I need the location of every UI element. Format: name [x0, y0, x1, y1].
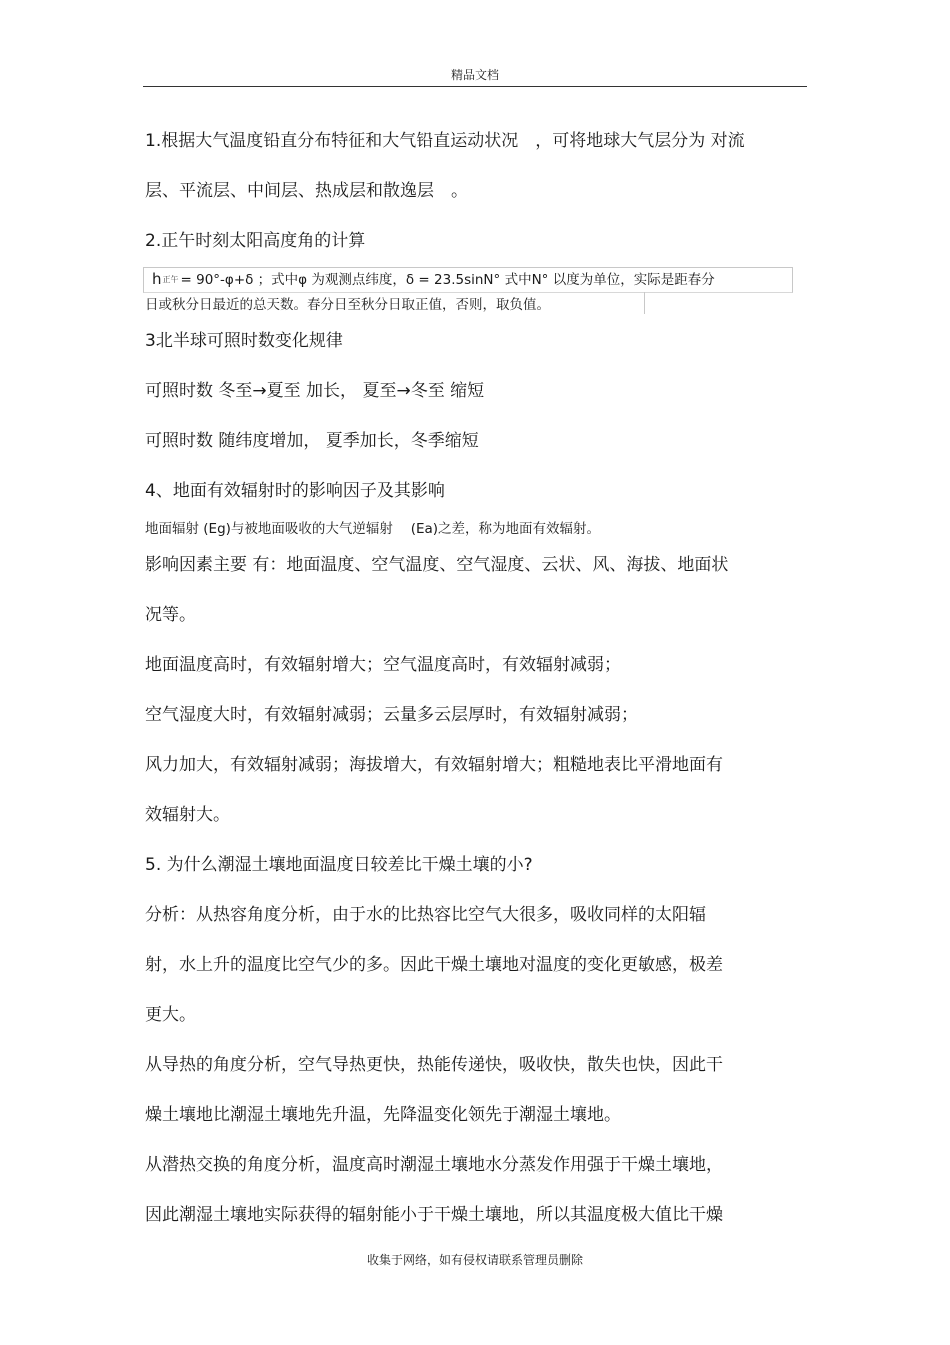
- formula-box-edge: [644, 292, 645, 314]
- header-rule: [143, 86, 807, 87]
- paragraph-line: 影响因素主要 有：地面温度、空气温度、空气湿度、云状、风、海拔、地面状: [145, 555, 729, 575]
- paragraph-line: 可照时数 冬至→夏至 加长， 夏至→冬至 缩短: [145, 381, 485, 401]
- section-heading: 3北半球可照时数变化规律: [145, 331, 343, 351]
- formula-line: 日或秋分日最近的总天数。春分日至秋分日取正值，否则，取负值。: [145, 297, 550, 313]
- formula-symbol: h: [152, 270, 162, 288]
- paragraph-line: 空气湿度大时，有效辐射减弱；云量多云层厚时，有效辐射减弱；: [145, 705, 638, 725]
- section-heading: 5. 为什么潮湿土壤地面温度日较差比干燥土壤的小?: [145, 855, 533, 875]
- paragraph-line: 层、平流层、中间层、热成层和散逸层 。: [145, 181, 468, 201]
- page-header: 精品文档: [450, 68, 499, 82]
- formula-text: = 90°-φ+δ ；式中φ 为观测点纬度，δ = 23.5sinN° 式中N° 以度为单位，实际是距春分: [180, 272, 715, 288]
- paragraph-line: 分析：从热容角度分析，由于水的比热容比空气大很多，吸收同样的太阳辐: [145, 905, 706, 925]
- paragraph-line: 更大。: [145, 1005, 196, 1025]
- section-heading: 2.正午时刻太阳高度角的计算: [145, 231, 366, 251]
- paragraph-line: 可照时数 随纬度增加， 夏季加长，冬季缩短: [145, 431, 479, 451]
- paragraph-line: 燥土壤地比潮湿土壤地先升温，先降温变化领先于潮湿土壤地。: [145, 1105, 621, 1125]
- paragraph-line: 风力加大，有效辐射减弱；海拔增大，有效辐射增大；粗糙地表比平滑地面有: [145, 755, 723, 775]
- paragraph-line: 地面温度高时，有效辐射增大；空气温度高时，有效辐射减弱；: [145, 655, 621, 675]
- paragraph-line: 况等。: [145, 605, 196, 625]
- paragraph-line: 1.根据大气温度铅直分布特征和大气铅直运动状况 ，可将地球大气层分为 对流: [145, 131, 745, 151]
- formula-subscript: 正午: [162, 275, 179, 284]
- paragraph-line: 从潜热交换的角度分析，温度高时潮湿土壤地水分蒸发作用强于干燥土壤地，: [145, 1155, 723, 1175]
- paragraph-line: 效辐射大。: [145, 805, 230, 825]
- paragraph-line: 从导热的角度分析，空气导热更快，热能传递快，吸收快，散失也快，因此干: [145, 1055, 723, 1075]
- paragraph-line: 射，水上升的温度比空气少的多。因此干燥土壤地对温度的变化更敏感，极差: [145, 955, 723, 975]
- page-footer: 收集于网络，如有侵权请联系管理员删除: [366, 1253, 583, 1267]
- definition-line: 地面辐射 (Eg)与被地面吸收的大气逆辐射 (Ea)之差，称为地面有效辐射。: [145, 521, 601, 537]
- paragraph-line: 因此潮湿土壤地实际获得的辐射能小于干燥土壤地，所以其温度极大值比干燥: [145, 1205, 723, 1225]
- section-heading: 4、地面有效辐射时的影响因子及其影响: [145, 481, 445, 501]
- formula-line: [152, 269, 715, 292]
